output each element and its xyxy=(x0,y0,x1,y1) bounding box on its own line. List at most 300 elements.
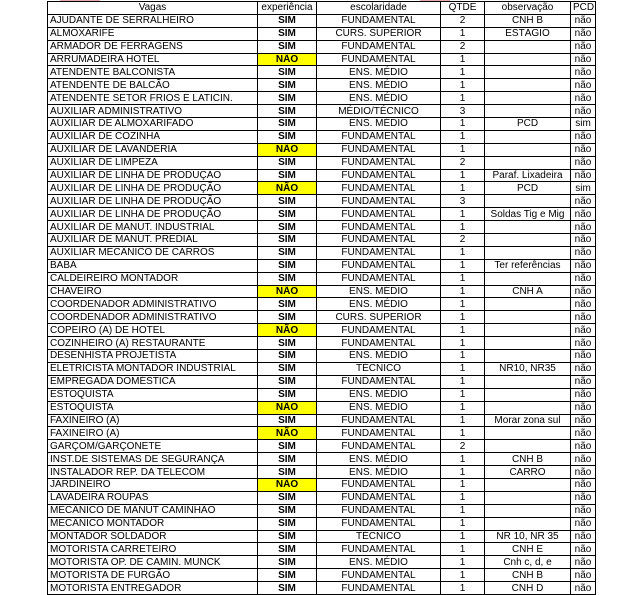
cell-vaga: GARÇOM/GARÇONETE xyxy=(48,440,258,453)
cell-vaga: AUXILIAR ADMINISTRATIVO xyxy=(48,105,258,118)
cell-experiencia: SIM xyxy=(258,582,317,595)
cell-qtde: 1 xyxy=(441,208,485,221)
header-vagas: Vagas xyxy=(48,2,258,15)
cell-qtde: 1 xyxy=(441,543,485,556)
cell-qtde: 1 xyxy=(441,53,485,66)
cell-experiencia: NÃO xyxy=(258,478,317,491)
cell-pcd: não xyxy=(571,414,596,427)
cell-pcd: não xyxy=(571,582,596,595)
cell-observacao xyxy=(485,478,571,491)
cell-observacao xyxy=(485,517,571,530)
cell-observacao xyxy=(485,337,571,350)
table-row xyxy=(48,311,596,324)
cell-experiencia: NÃO xyxy=(258,182,317,195)
cell-observacao: CNH D xyxy=(485,582,571,595)
cell-vaga: ATENDENTE BALCONISTA xyxy=(48,66,258,79)
cell-pcd: não xyxy=(571,130,596,143)
cell-experiencia: SIM xyxy=(258,362,317,375)
cell-experiencia: SIM xyxy=(258,491,317,504)
cell-vaga: AUXILIAR MECÂNICO DE CARROS xyxy=(48,246,258,259)
cell-experiencia: SIM xyxy=(258,298,317,311)
cell-escolaridade: ENS. MÉDIO xyxy=(317,118,441,131)
cell-pcd: não xyxy=(571,234,596,247)
cell-vaga: MOTORISTA OP. DE CAMIN. MUNCK xyxy=(48,556,258,569)
cell-experiencia: SIM xyxy=(258,40,317,53)
cell-observacao: NR10, NR35 xyxy=(485,362,571,375)
cell-vaga: COZINHEIRO (A) RESTAURANTE xyxy=(48,337,258,350)
table-row xyxy=(48,66,596,79)
cell-qtde: 1 xyxy=(441,130,485,143)
cell-vaga: AJUDANTE DE SERRALHEIRO xyxy=(48,14,258,27)
cell-observacao: CNH A xyxy=(485,285,571,298)
cell-experiencia: NÃO xyxy=(258,143,317,156)
table-row xyxy=(48,388,596,401)
cell-escolaridade: ENS. MÉDIO xyxy=(317,466,441,479)
cell-observacao: Soldas Tig e Mig xyxy=(485,208,571,221)
table-row xyxy=(48,517,596,530)
cell-experiencia: SIM xyxy=(258,221,317,234)
cell-observacao xyxy=(485,40,571,53)
cell-qtde: 1 xyxy=(441,556,485,569)
cell-pcd: não xyxy=(571,66,596,79)
header-qtde: QTDE xyxy=(441,2,485,15)
cell-observacao xyxy=(485,66,571,79)
cell-pcd: não xyxy=(571,169,596,182)
cell-pcd: não xyxy=(571,143,596,156)
cell-escolaridade: FUNDAMENTAL xyxy=(317,53,441,66)
table-row xyxy=(48,298,596,311)
cell-observacao xyxy=(485,234,571,247)
cell-experiencia: SIM xyxy=(258,311,317,324)
cell-experiencia: NÃO xyxy=(258,53,317,66)
cell-escolaridade: FUNDAMENTAL xyxy=(317,504,441,517)
cell-observacao xyxy=(485,143,571,156)
cell-escolaridade: FUNDAMENTAL xyxy=(317,195,441,208)
cell-vaga: ESTOQUISTA xyxy=(48,401,258,414)
header-escolaridade: escolaridade xyxy=(317,2,441,15)
cell-escolaridade: ENS. MÉDIO xyxy=(317,350,441,363)
cell-qtde: 1 xyxy=(441,246,485,259)
cell-escolaridade: ENS. MÉDIO xyxy=(317,401,441,414)
cell-vaga: ATENDENTE DE BALCÃO xyxy=(48,79,258,92)
cell-qtde: 1 xyxy=(441,582,485,595)
cell-experiencia: SIM xyxy=(258,259,317,272)
table-row xyxy=(48,156,596,169)
table-row xyxy=(48,362,596,375)
cell-escolaridade: ENS. MÉDIO xyxy=(317,66,441,79)
cell-qtde: 1 xyxy=(441,259,485,272)
cell-vaga: ARMADOR DE FERRAGENS xyxy=(48,40,258,53)
cell-pcd: não xyxy=(571,530,596,543)
cell-observacao: Paraf. Lixadeira xyxy=(485,169,571,182)
cell-escolaridade: CURS. SUPERIOR xyxy=(317,311,441,324)
cell-pcd: não xyxy=(571,311,596,324)
cell-experiencia: SIM xyxy=(258,556,317,569)
table-row xyxy=(48,440,596,453)
cell-qtde: 1 xyxy=(441,453,485,466)
table-row xyxy=(48,414,596,427)
cell-vaga: ARRUMADEIRA HOTEL xyxy=(48,53,258,66)
table-row xyxy=(48,130,596,143)
cell-observacao xyxy=(485,130,571,143)
cell-vaga: AUXILIAR DE COZINHA xyxy=(48,130,258,143)
cell-escolaridade: FUNDAMENTAL xyxy=(317,182,441,195)
cell-qtde: 1 xyxy=(441,285,485,298)
cell-qtde: 1 xyxy=(441,298,485,311)
cell-vaga: AUXILIAR DE ALMOXARIFADO xyxy=(48,118,258,131)
cell-escolaridade: ENS. MÉDIO xyxy=(317,556,441,569)
cell-experiencia: SIM xyxy=(258,543,317,556)
cell-observacao xyxy=(485,491,571,504)
cell-observacao: PCD xyxy=(485,182,571,195)
cell-qtde: 1 xyxy=(441,92,485,105)
cell-escolaridade: FUNDAMENTAL xyxy=(317,440,441,453)
cell-observacao xyxy=(485,401,571,414)
cell-pcd: não xyxy=(571,324,596,337)
table-row xyxy=(48,53,596,66)
cell-observacao xyxy=(485,350,571,363)
cell-qtde: 1 xyxy=(441,388,485,401)
cell-escolaridade: FUNDAMENTAL xyxy=(317,208,441,221)
cell-qtde: 2 xyxy=(441,440,485,453)
cell-vaga: JARDINEIRO xyxy=(48,478,258,491)
cell-vaga: MOTORISTA CARRETEIRO xyxy=(48,543,258,556)
cell-experiencia: SIM xyxy=(258,414,317,427)
cell-vaga: AUXILIAR DE LINHA DE PRODUÇÃO xyxy=(48,208,258,221)
cell-experiencia: SIM xyxy=(258,208,317,221)
cell-observacao xyxy=(485,324,571,337)
job-vacancies-table xyxy=(47,1,596,595)
header-pcd: PCD xyxy=(571,2,596,15)
cell-experiencia: NÃO xyxy=(258,285,317,298)
table-row xyxy=(48,105,596,118)
cell-experiencia: SIM xyxy=(258,79,317,92)
cell-vaga: ELETRICISTA MONTADOR INDUSTRIAL xyxy=(48,362,258,375)
cell-experiencia: SIM xyxy=(258,569,317,582)
cell-escolaridade: ENS. MÉDIO xyxy=(317,388,441,401)
cell-qtde: 1 xyxy=(441,27,485,40)
cell-vaga: COORDENADOR ADMINISTRATIVO xyxy=(48,311,258,324)
cell-qtde: 1 xyxy=(441,143,485,156)
cell-experiencia: SIM xyxy=(258,169,317,182)
table-row xyxy=(48,234,596,247)
cell-pcd: não xyxy=(571,195,596,208)
table-row xyxy=(48,569,596,582)
cell-vaga: AUXILIAR DE LINHA DE PRODUÇÃO xyxy=(48,169,258,182)
cell-qtde: 1 xyxy=(441,362,485,375)
cell-pcd: não xyxy=(571,427,596,440)
table-row xyxy=(48,259,596,272)
cell-vaga: INSTALADOR REP. DA TELECOM xyxy=(48,466,258,479)
cell-vaga: AUXILIAR DE LAVANDERIA xyxy=(48,143,258,156)
cell-vaga: FAXINEIRO (A) xyxy=(48,414,258,427)
table-row xyxy=(48,195,596,208)
cell-qtde: 1 xyxy=(441,311,485,324)
cell-pcd: não xyxy=(571,40,596,53)
cell-experiencia: SIM xyxy=(258,14,317,27)
table-row xyxy=(48,324,596,337)
cell-qtde: 1 xyxy=(441,337,485,350)
table-row xyxy=(48,118,596,131)
cell-vaga: CHAVEIRO xyxy=(48,285,258,298)
cell-pcd: não xyxy=(571,156,596,169)
cell-vaga: AUXILIAR DE MANUT. INDUSTRIAL xyxy=(48,221,258,234)
table-row xyxy=(48,582,596,595)
cell-pcd: não xyxy=(571,259,596,272)
cell-vaga: AUXILIAR DE LINHA DE PRODUÇÃO xyxy=(48,182,258,195)
cell-qtde: 3 xyxy=(441,105,485,118)
cell-pcd: não xyxy=(571,491,596,504)
cell-pcd: não xyxy=(571,375,596,388)
cell-observacao: Ter referências xyxy=(485,259,571,272)
cell-vaga: COPEIRO (A) DE HOTEL xyxy=(48,324,258,337)
cell-escolaridade: FUNDAMENTAL xyxy=(317,259,441,272)
cell-escolaridade: MÉDIO/TÉCNICO xyxy=(317,105,441,118)
cell-pcd: não xyxy=(571,453,596,466)
cell-escolaridade: TÉCNICO xyxy=(317,530,441,543)
cell-experiencia: NÃO xyxy=(258,427,317,440)
cell-escolaridade: FUNDAMENTAL xyxy=(317,234,441,247)
table-row xyxy=(48,208,596,221)
table-row xyxy=(48,556,596,569)
cell-observacao: CNH B xyxy=(485,14,571,27)
cell-experiencia: SIM xyxy=(258,504,317,517)
cell-pcd: não xyxy=(571,543,596,556)
table-row xyxy=(48,285,596,298)
table-row xyxy=(48,543,596,556)
cell-escolaridade: ENS. MÉDIO xyxy=(317,298,441,311)
cell-pcd: não xyxy=(571,79,596,92)
table-row xyxy=(48,246,596,259)
cell-experiencia: SIM xyxy=(258,337,317,350)
cell-qtde: 1 xyxy=(441,478,485,491)
table-row xyxy=(48,79,596,92)
cell-observacao xyxy=(485,79,571,92)
cell-pcd: não xyxy=(571,504,596,517)
table-row xyxy=(48,221,596,234)
cell-experiencia: SIM xyxy=(258,350,317,363)
cell-escolaridade: FUNDAMENTAL xyxy=(317,337,441,350)
cell-observacao xyxy=(485,92,571,105)
cell-experiencia: SIM xyxy=(258,272,317,285)
cell-qtde: 1 xyxy=(441,427,485,440)
cell-experiencia: SIM xyxy=(258,118,317,131)
cell-escolaridade: FUNDAMENTAL xyxy=(317,169,441,182)
cell-vaga: LAVADEIRA ROUPAS xyxy=(48,491,258,504)
table-row xyxy=(48,466,596,479)
header-row xyxy=(48,2,596,15)
cell-pcd: não xyxy=(571,362,596,375)
cell-escolaridade: FUNDAMENTAL xyxy=(317,375,441,388)
cell-pcd: não xyxy=(571,466,596,479)
cell-observacao xyxy=(485,375,571,388)
cell-escolaridade: ENS. MÉDIO xyxy=(317,453,441,466)
table-row xyxy=(48,375,596,388)
cell-observacao xyxy=(485,311,571,324)
cell-qtde: 1 xyxy=(441,414,485,427)
cell-vaga: MONTADOR SOLDADOR xyxy=(48,530,258,543)
cell-vaga: ALMOXARIFE xyxy=(48,27,258,40)
cell-pcd: sim xyxy=(571,182,596,195)
cell-experiencia: SIM xyxy=(258,375,317,388)
table-row xyxy=(48,530,596,543)
cell-qtde: 1 xyxy=(441,517,485,530)
table-row xyxy=(48,491,596,504)
cell-experiencia: SIM xyxy=(258,388,317,401)
table-row xyxy=(48,14,596,27)
cell-qtde: 1 xyxy=(441,272,485,285)
cell-qtde: 2 xyxy=(441,14,485,27)
cell-qtde: 1 xyxy=(441,169,485,182)
table-row xyxy=(48,350,596,363)
cell-escolaridade: FUNDAMENTAL xyxy=(317,130,441,143)
cell-pcd: não xyxy=(571,478,596,491)
cell-observacao xyxy=(485,246,571,259)
cell-escolaridade: ENS. MÉDIO xyxy=(317,92,441,105)
cell-escolaridade: FUNDAMENTAL xyxy=(317,569,441,582)
cell-experiencia: SIM xyxy=(258,92,317,105)
cell-experiencia: SIM xyxy=(258,246,317,259)
cell-qtde: 1 xyxy=(441,401,485,414)
cell-escolaridade: ENS. MÉDIO xyxy=(317,285,441,298)
table-row xyxy=(48,478,596,491)
cell-escolaridade: FUNDAMENTAL xyxy=(317,491,441,504)
table-row xyxy=(48,182,596,195)
cell-pcd: não xyxy=(571,27,596,40)
cell-pcd: não xyxy=(571,337,596,350)
cell-escolaridade: FUNDAMENTAL xyxy=(317,414,441,427)
cell-observacao: CNH E xyxy=(485,543,571,556)
cell-qtde: 3 xyxy=(441,195,485,208)
cell-pcd: não xyxy=(571,14,596,27)
cell-escolaridade: TÉCNICO xyxy=(317,362,441,375)
cell-qtde: 1 xyxy=(441,66,485,79)
cell-experiencia: SIM xyxy=(258,517,317,530)
table-row xyxy=(48,92,596,105)
cell-experiencia: SIM xyxy=(258,234,317,247)
cell-observacao: CARRO xyxy=(485,466,571,479)
cell-escolaridade: FUNDAMENTAL xyxy=(317,517,441,530)
cell-vaga: ESTOQUISTA xyxy=(48,388,258,401)
cell-pcd: não xyxy=(571,92,596,105)
cell-qtde: 2 xyxy=(441,234,485,247)
cell-pcd: não xyxy=(571,569,596,582)
cell-escolaridade: FUNDAMENTAL xyxy=(317,40,441,53)
cell-pcd: não xyxy=(571,208,596,221)
cell-vaga: AUXILIAR DE MANUT. PREDIAL xyxy=(48,234,258,247)
cell-pcd: não xyxy=(571,298,596,311)
cell-observacao xyxy=(485,427,571,440)
table-row xyxy=(48,504,596,517)
cell-observacao xyxy=(485,105,571,118)
cell-vaga: MOTORISTA ENTREGADOR xyxy=(48,582,258,595)
cell-experiencia: SIM xyxy=(258,130,317,143)
cell-qtde: 1 xyxy=(441,79,485,92)
cell-vaga: ATENDENTE SETOR FRIOS E LATICIN. xyxy=(48,92,258,105)
cell-pcd: não xyxy=(571,246,596,259)
cell-observacao xyxy=(485,221,571,234)
cell-observacao xyxy=(485,53,571,66)
cell-pcd: não xyxy=(571,350,596,363)
header-observacao: observação xyxy=(485,2,571,15)
cell-escolaridade: FUNDAMENTAL xyxy=(317,427,441,440)
cell-vaga: INST.DE SISTEMAS DE SEGURANÇA xyxy=(48,453,258,466)
table-row xyxy=(48,427,596,440)
cell-experiencia: SIM xyxy=(258,195,317,208)
cell-qtde: 1 xyxy=(441,182,485,195)
cell-observacao xyxy=(485,195,571,208)
cell-pcd: não xyxy=(571,272,596,285)
cell-escolaridade: FUNDAMENTAL xyxy=(317,156,441,169)
cell-experiencia: SIM xyxy=(258,466,317,479)
cell-experiencia: NÃO xyxy=(258,401,317,414)
cell-pcd: não xyxy=(571,556,596,569)
cell-observacao: PCD xyxy=(485,118,571,131)
cell-vaga: DESENHISTA PROJETISTA xyxy=(48,350,258,363)
cell-qtde: 1 xyxy=(441,569,485,582)
cell-observacao xyxy=(485,272,571,285)
table-row xyxy=(48,143,596,156)
cell-escolaridade: FUNDAMENTAL xyxy=(317,582,441,595)
cell-escolaridade: FUNDAMENTAL xyxy=(317,324,441,337)
cell-pcd: não xyxy=(571,221,596,234)
cell-observacao xyxy=(485,504,571,517)
cell-vaga: AUXILIAR DE LIMPEZA xyxy=(48,156,258,169)
cell-vaga: MECÂNICO MONTADOR xyxy=(48,517,258,530)
cell-escolaridade: FUNDAMENTAL xyxy=(317,221,441,234)
cell-escolaridade: CURS. SUPERIOR xyxy=(317,27,441,40)
cell-escolaridade: FUNDAMENTAL xyxy=(317,543,441,556)
table-row xyxy=(48,272,596,285)
cell-experiencia: SIM xyxy=(258,105,317,118)
cell-vaga: EMPREGADA DOMÉSTICA xyxy=(48,375,258,388)
cell-pcd: não xyxy=(571,388,596,401)
cell-observacao: CNH B xyxy=(485,569,571,582)
cell-observacao: CNH B xyxy=(485,453,571,466)
cell-pcd: não xyxy=(571,517,596,530)
table-row xyxy=(48,401,596,414)
cell-qtde: 1 xyxy=(441,350,485,363)
cell-pcd: não xyxy=(571,285,596,298)
cell-experiencia: SIM xyxy=(258,66,317,79)
cell-pcd: não xyxy=(571,105,596,118)
cell-pcd: não xyxy=(571,440,596,453)
cell-vaga: CALDEIREIRO MONTADOR xyxy=(48,272,258,285)
cell-observacao xyxy=(485,388,571,401)
cell-qtde: 2 xyxy=(441,156,485,169)
cell-observacao xyxy=(485,298,571,311)
cell-qtde: 1 xyxy=(441,118,485,131)
table-row xyxy=(48,337,596,350)
cell-vaga: BABÁ xyxy=(48,259,258,272)
cell-experiencia: SIM xyxy=(258,453,317,466)
cell-escolaridade: FUNDAMENTAL xyxy=(317,272,441,285)
cell-vaga: COORDENADOR ADMINISTRATIVO xyxy=(48,298,258,311)
table-row xyxy=(48,40,596,53)
cell-vaga: FAXINEIRO (A) xyxy=(48,427,258,440)
cell-vaga: MOTORISTA DE FURGÃO xyxy=(48,569,258,582)
cell-escolaridade: FUNDAMENTAL xyxy=(317,246,441,259)
cell-qtde: 1 xyxy=(441,466,485,479)
cell-experiencia: NÃO xyxy=(258,324,317,337)
cell-experiencia: SIM xyxy=(258,440,317,453)
cell-observacao: ESTÁGIO xyxy=(485,27,571,40)
table-row xyxy=(48,169,596,182)
table-row xyxy=(48,453,596,466)
cell-escolaridade: FUNDAMENTAL xyxy=(317,478,441,491)
cell-qtde: 1 xyxy=(441,530,485,543)
cell-observacao xyxy=(485,156,571,169)
